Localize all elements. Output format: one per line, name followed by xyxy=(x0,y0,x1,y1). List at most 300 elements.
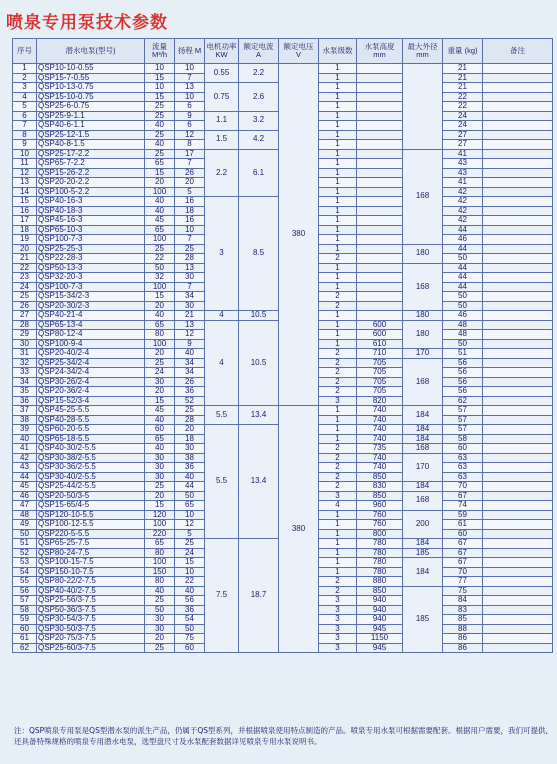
cell-index: 51 xyxy=(13,539,37,549)
cell-stages: 1 xyxy=(319,216,357,226)
cell-flow: 20 xyxy=(145,178,175,188)
cell-weight: 58 xyxy=(443,434,483,444)
cell-model: QSP50-13-3 xyxy=(37,263,145,273)
cell-flow: 40 xyxy=(145,206,175,216)
cell-flow: 15 xyxy=(145,292,175,302)
cell-weight: 56 xyxy=(443,368,483,378)
cell-height xyxy=(357,140,403,150)
cell-index: 54 xyxy=(13,567,37,577)
cell-stages: 2 xyxy=(319,254,357,264)
cell-flow: 15 xyxy=(145,396,175,406)
cell-model: QSP30-54/3-7.5 xyxy=(37,615,145,625)
cell-index: 50 xyxy=(13,529,37,539)
cell-flow: 50 xyxy=(145,263,175,273)
cell-model: QSP30-40/2-5.5 xyxy=(37,472,145,482)
cell-head: 25 xyxy=(175,244,205,254)
cell-power: 7.5 xyxy=(205,539,239,653)
cell-diameter: 168 xyxy=(403,149,443,244)
cell-model: QSP150-10-7.5 xyxy=(37,567,145,577)
cell-model: QSP10-10-0.55 xyxy=(37,64,145,74)
cell-head: 8 xyxy=(175,140,205,150)
cell-remark xyxy=(483,187,553,197)
cell-model: QSP65-25-7.5 xyxy=(37,539,145,549)
cell-diameter: 180 xyxy=(403,320,443,349)
cell-diameter: 184 xyxy=(403,558,443,587)
cell-model: QSP40-8-1.5 xyxy=(37,140,145,150)
cell-stages: 1 xyxy=(319,510,357,520)
cell-diameter: 200 xyxy=(403,510,443,539)
cell-stages: 1 xyxy=(319,225,357,235)
cell-height xyxy=(357,102,403,112)
cell-flow: 25 xyxy=(145,130,175,140)
cell-model: QSP25-12-1.5 xyxy=(37,130,145,140)
cell-flow: 60 xyxy=(145,425,175,435)
cell-power: 4 xyxy=(205,320,239,406)
cell-power: 4 xyxy=(205,311,239,321)
column-header: 额定电流 A xyxy=(239,39,279,64)
cell-head: 16 xyxy=(175,197,205,207)
cell-height xyxy=(357,235,403,245)
cell-remark xyxy=(483,339,553,349)
column-header: 水泵高度 mm xyxy=(357,39,403,64)
cell-weight: 46 xyxy=(443,235,483,245)
cell-weight: 75 xyxy=(443,586,483,596)
cell-stages: 1 xyxy=(319,406,357,416)
cell-head: 54 xyxy=(175,615,205,625)
cell-height xyxy=(357,121,403,131)
cell-height: 710 xyxy=(357,349,403,359)
cell-head: 6 xyxy=(175,102,205,112)
cell-model: QSP80-22/2-7.5 xyxy=(37,577,145,587)
cell-weight: 21 xyxy=(443,64,483,74)
cell-remark xyxy=(483,377,553,387)
cell-height xyxy=(357,149,403,159)
cell-index: 27 xyxy=(13,311,37,321)
cell-head: 50 xyxy=(175,624,205,634)
cell-flow: 100 xyxy=(145,339,175,349)
cell-head: 40 xyxy=(175,586,205,596)
cell-weight: 63 xyxy=(443,472,483,482)
cell-stages: 1 xyxy=(319,434,357,444)
cell-weight: 44 xyxy=(443,282,483,292)
cell-height xyxy=(357,244,403,254)
cell-index: 34 xyxy=(13,377,37,387)
cell-flow: 20 xyxy=(145,491,175,501)
cell-stages: 2 xyxy=(319,482,357,492)
cell-index: 40 xyxy=(13,434,37,444)
cell-remark xyxy=(483,406,553,416)
cell-diameter xyxy=(403,64,443,150)
cell-stages: 1 xyxy=(319,121,357,131)
cell-weight: 22 xyxy=(443,92,483,102)
cell-stages: 3 xyxy=(319,615,357,625)
cell-stages: 1 xyxy=(319,111,357,121)
cell-remark xyxy=(483,624,553,634)
cell-head: 13 xyxy=(175,320,205,330)
cell-stages: 2 xyxy=(319,358,357,368)
cell-remark xyxy=(483,425,553,435)
cell-remark xyxy=(483,358,553,368)
cell-model: QSP25-60/3-7.5 xyxy=(37,643,145,653)
cell-remark xyxy=(483,396,553,406)
cell-height: 880 xyxy=(357,577,403,587)
cell-height: 945 xyxy=(357,624,403,634)
cell-head: 26 xyxy=(175,377,205,387)
cell-height xyxy=(357,64,403,74)
cell-height xyxy=(357,197,403,207)
cell-stages: 2 xyxy=(319,444,357,454)
cell-head: 5 xyxy=(175,529,205,539)
cell-head: 44 xyxy=(175,482,205,492)
cell-height: 850 xyxy=(357,586,403,596)
cell-weight: 50 xyxy=(443,301,483,311)
cell-height xyxy=(357,273,403,283)
cell-model: QSP100-7-3 xyxy=(37,282,145,292)
cell-height: 705 xyxy=(357,377,403,387)
cell-model: QSP25-17-2.2 xyxy=(37,149,145,159)
cell-model: QSP45-25-5.5 xyxy=(37,406,145,416)
cell-remark xyxy=(483,444,553,454)
cell-stages: 1 xyxy=(319,558,357,568)
cell-remark xyxy=(483,482,553,492)
cell-index: 24 xyxy=(13,282,37,292)
cell-remark xyxy=(483,197,553,207)
cell-head: 10 xyxy=(175,225,205,235)
cell-remark xyxy=(483,263,553,273)
cell-stages: 1 xyxy=(319,83,357,93)
cell-power: 0.75 xyxy=(205,83,239,112)
cell-index: 48 xyxy=(13,510,37,520)
cell-height xyxy=(357,254,403,264)
cell-head: 20 xyxy=(175,178,205,188)
cell-head: 75 xyxy=(175,634,205,644)
cell-diameter: 168 xyxy=(403,263,443,311)
cell-remark xyxy=(483,529,553,539)
cell-stages: 1 xyxy=(319,263,357,273)
cell-head: 34 xyxy=(175,358,205,368)
cell-model: QSP65-18-5.5 xyxy=(37,434,145,444)
cell-weight: 60 xyxy=(443,529,483,539)
cell-diameter: 185 xyxy=(403,586,443,653)
cell-power: 1.1 xyxy=(205,111,239,130)
cell-remark xyxy=(483,130,553,140)
cell-diameter: 184 xyxy=(403,539,443,549)
cell-head: 28 xyxy=(175,254,205,264)
cell-head: 6 xyxy=(175,121,205,131)
cell-head: 36 xyxy=(175,605,205,615)
cell-height: 760 xyxy=(357,510,403,520)
cell-power: 0.55 xyxy=(205,64,239,83)
cell-index: 55 xyxy=(13,577,37,587)
cell-power: 3 xyxy=(205,197,239,311)
cell-index: 19 xyxy=(13,235,37,245)
cell-diameter: 170 xyxy=(403,453,443,482)
cell-stages: 2 xyxy=(319,453,357,463)
cell-stages: 4 xyxy=(319,501,357,511)
cell-diameter: 168 xyxy=(403,444,443,454)
cell-stages: 3 xyxy=(319,396,357,406)
cell-weight: 51 xyxy=(443,349,483,359)
cell-weight: 70 xyxy=(443,567,483,577)
cell-current: 6.1 xyxy=(239,149,279,197)
cell-head: 25 xyxy=(175,539,205,549)
cell-flow: 15 xyxy=(145,501,175,511)
cell-weight: 43 xyxy=(443,159,483,169)
cell-remark xyxy=(483,387,553,397)
cell-index: 33 xyxy=(13,368,37,378)
cell-weight: 42 xyxy=(443,197,483,207)
cell-weight: 48 xyxy=(443,330,483,340)
cell-stages: 1 xyxy=(319,73,357,83)
table-row xyxy=(13,64,553,74)
cell-stages: 1 xyxy=(319,149,357,159)
cell-flow: 40 xyxy=(145,197,175,207)
cell-remark xyxy=(483,92,553,102)
cell-model: QSP40-40/2-7.5 xyxy=(37,586,145,596)
cell-current: 2.2 xyxy=(239,64,279,83)
cell-remark xyxy=(483,282,553,292)
cell-index: 10 xyxy=(13,149,37,159)
cell-remark xyxy=(483,510,553,520)
cell-flow: 220 xyxy=(145,529,175,539)
cell-head: 15 xyxy=(175,558,205,568)
cell-index: 56 xyxy=(13,586,37,596)
cell-model: QSP60-20-5.5 xyxy=(37,425,145,435)
cell-head: 30 xyxy=(175,301,205,311)
cell-head: 5 xyxy=(175,187,205,197)
cell-head: 12 xyxy=(175,520,205,530)
cell-remark xyxy=(483,168,553,178)
cell-stages: 1 xyxy=(319,64,357,74)
cell-index: 31 xyxy=(13,349,37,359)
cell-height: 740 xyxy=(357,406,403,416)
cell-flow: 25 xyxy=(145,111,175,121)
cell-model: QSP15-65/4-5 xyxy=(37,501,145,511)
cell-remark xyxy=(483,558,553,568)
cell-remark xyxy=(483,178,553,188)
cell-weight: 50 xyxy=(443,292,483,302)
cell-weight: 27 xyxy=(443,130,483,140)
cell-head: 17 xyxy=(175,149,205,159)
cell-remark xyxy=(483,520,553,530)
cell-model: QSP40-18-3 xyxy=(37,206,145,216)
cell-flow: 25 xyxy=(145,482,175,492)
cell-weight: 59 xyxy=(443,510,483,520)
cell-index: 32 xyxy=(13,358,37,368)
cell-index: 35 xyxy=(13,387,37,397)
cell-index: 6 xyxy=(13,111,37,121)
cell-height xyxy=(357,159,403,169)
cell-head: 20 xyxy=(175,425,205,435)
cell-model: QSP15-26-2.2 xyxy=(37,168,145,178)
cell-head: 18 xyxy=(175,434,205,444)
cell-current: 13.4 xyxy=(239,406,279,425)
cell-stages: 2 xyxy=(319,349,357,359)
cell-stages: 2 xyxy=(319,301,357,311)
cell-index: 8 xyxy=(13,130,37,140)
cell-model: QSP40-28-5.5 xyxy=(37,415,145,425)
cell-model: QSP25-34/2-4 xyxy=(37,358,145,368)
cell-weight: 43 xyxy=(443,168,483,178)
cell-head: 36 xyxy=(175,463,205,473)
cell-remark xyxy=(483,64,553,74)
cell-model: QSP15-10-0.75 xyxy=(37,92,145,102)
cell-head: 7 xyxy=(175,235,205,245)
cell-stages: 2 xyxy=(319,472,357,482)
cell-weight: 44 xyxy=(443,244,483,254)
cell-model: QSP100-5-2.2 xyxy=(37,187,145,197)
cell-head: 60 xyxy=(175,643,205,653)
cell-flow: 40 xyxy=(145,140,175,150)
cell-weight: 88 xyxy=(443,624,483,634)
cell-stages: 3 xyxy=(319,624,357,634)
cell-index: 26 xyxy=(13,301,37,311)
cell-height: 735 xyxy=(357,444,403,454)
cell-index: 43 xyxy=(13,463,37,473)
cell-model: QSP100-15-7.5 xyxy=(37,558,145,568)
cell-index: 4 xyxy=(13,92,37,102)
cell-flow: 80 xyxy=(145,577,175,587)
cell-head: 26 xyxy=(175,168,205,178)
cell-head: 12 xyxy=(175,130,205,140)
cell-power: 2.2 xyxy=(205,149,239,197)
cell-height xyxy=(357,130,403,140)
cell-stages: 1 xyxy=(319,339,357,349)
column-header: 最大外径 mm xyxy=(403,39,443,64)
cell-current: 10.5 xyxy=(239,320,279,406)
cell-index: 59 xyxy=(13,615,37,625)
cell-weight: 84 xyxy=(443,596,483,606)
cell-diameter: 180 xyxy=(403,244,443,263)
cell-stages: 1 xyxy=(319,548,357,558)
cell-model: QSP25-56/3-7.5 xyxy=(37,596,145,606)
cell-current: 10.5 xyxy=(239,311,279,321)
cell-height: 940 xyxy=(357,615,403,625)
cell-model: QSP24-34/2-4 xyxy=(37,368,145,378)
cell-index: 49 xyxy=(13,520,37,530)
cell-height xyxy=(357,111,403,121)
cell-flow: 25 xyxy=(145,358,175,368)
cell-weight: 63 xyxy=(443,453,483,463)
cell-model: QSP50-36/3-7.5 xyxy=(37,605,145,615)
cell-flow: 100 xyxy=(145,187,175,197)
cell-index: 60 xyxy=(13,624,37,634)
column-header: 水泵级数 xyxy=(319,39,357,64)
cell-remark xyxy=(483,149,553,159)
cell-height: 600 xyxy=(357,320,403,330)
cell-head: 10 xyxy=(175,92,205,102)
cell-remark xyxy=(483,73,553,83)
column-header: 电机功率 KW xyxy=(205,39,239,64)
cell-height: 800 xyxy=(357,529,403,539)
cell-weight: 62 xyxy=(443,396,483,406)
cell-weight: 44 xyxy=(443,263,483,273)
cell-current: 4.2 xyxy=(239,130,279,149)
cell-stages: 2 xyxy=(319,368,357,378)
cell-weight: 56 xyxy=(443,387,483,397)
cell-height: 960 xyxy=(357,501,403,511)
cell-flow: 25 xyxy=(145,149,175,159)
cell-height xyxy=(357,292,403,302)
cell-weight: 50 xyxy=(443,254,483,264)
cell-remark xyxy=(483,244,553,254)
cell-model: QSP20-50/3-5 xyxy=(37,491,145,501)
cell-weight: 67 xyxy=(443,548,483,558)
cell-head: 10 xyxy=(175,567,205,577)
cell-model: QSP25-44/2-5.5 xyxy=(37,482,145,492)
cell-weight: 50 xyxy=(443,339,483,349)
cell-remark xyxy=(483,273,553,283)
cell-weight: 57 xyxy=(443,415,483,425)
cell-stages: 1 xyxy=(319,168,357,178)
cell-model: QSP100-9-4 xyxy=(37,339,145,349)
cell-stages: 1 xyxy=(319,415,357,425)
cell-flow: 40 xyxy=(145,586,175,596)
cell-index: 45 xyxy=(13,482,37,492)
cell-stages: 2 xyxy=(319,387,357,397)
cell-index: 57 xyxy=(13,596,37,606)
cell-remark xyxy=(483,368,553,378)
cell-model: QSP15-52/3-4 xyxy=(37,396,145,406)
cell-remark xyxy=(483,111,553,121)
cell-stages: 1 xyxy=(319,273,357,283)
cell-weight: 22 xyxy=(443,102,483,112)
cell-height: 705 xyxy=(357,387,403,397)
cell-model: QSP40-30/2-5.5 xyxy=(37,444,145,454)
column-header: 潜水电泵(型号) xyxy=(37,39,145,64)
cell-index: 29 xyxy=(13,330,37,340)
cell-diameter: 180 xyxy=(403,311,443,321)
cell-index: 16 xyxy=(13,206,37,216)
cell-flow: 80 xyxy=(145,548,175,558)
cell-stages: 1 xyxy=(319,539,357,549)
cell-stages: 2 xyxy=(319,586,357,596)
cell-index: 46 xyxy=(13,491,37,501)
cell-weight: 67 xyxy=(443,558,483,568)
cell-height: 940 xyxy=(357,605,403,615)
cell-flow: 25 xyxy=(145,596,175,606)
cell-stages: 1 xyxy=(319,92,357,102)
column-header: 流量 M³/h xyxy=(145,39,175,64)
cell-index: 30 xyxy=(13,339,37,349)
cell-remark xyxy=(483,463,553,473)
cell-model: QSP80-12-4 xyxy=(37,330,145,340)
cell-remark xyxy=(483,206,553,216)
page-title: 喷泉专用泵技术参数 xyxy=(6,13,168,33)
cell-remark xyxy=(483,121,553,131)
cell-model: QSP32-20-3 xyxy=(37,273,145,283)
cell-flow: 20 xyxy=(145,301,175,311)
cell-model: QSP80-24-7.5 xyxy=(37,548,145,558)
cell-flow: 10 xyxy=(145,83,175,93)
cell-flow: 30 xyxy=(145,624,175,634)
cell-height: 740 xyxy=(357,453,403,463)
cell-model: QSP100-12-5.5 xyxy=(37,520,145,530)
cell-height xyxy=(357,206,403,216)
cell-model: QSP15-34/2-3 xyxy=(37,292,145,302)
cell-height: 940 xyxy=(357,596,403,606)
cell-height xyxy=(357,168,403,178)
cell-index: 12 xyxy=(13,168,37,178)
cell-height xyxy=(357,187,403,197)
cell-height xyxy=(357,301,403,311)
cell-flow: 24 xyxy=(145,368,175,378)
cell-remark xyxy=(483,311,553,321)
cell-head: 9 xyxy=(175,111,205,121)
cell-height xyxy=(357,92,403,102)
cell-flow: 40 xyxy=(145,444,175,454)
cell-head: 24 xyxy=(175,548,205,558)
